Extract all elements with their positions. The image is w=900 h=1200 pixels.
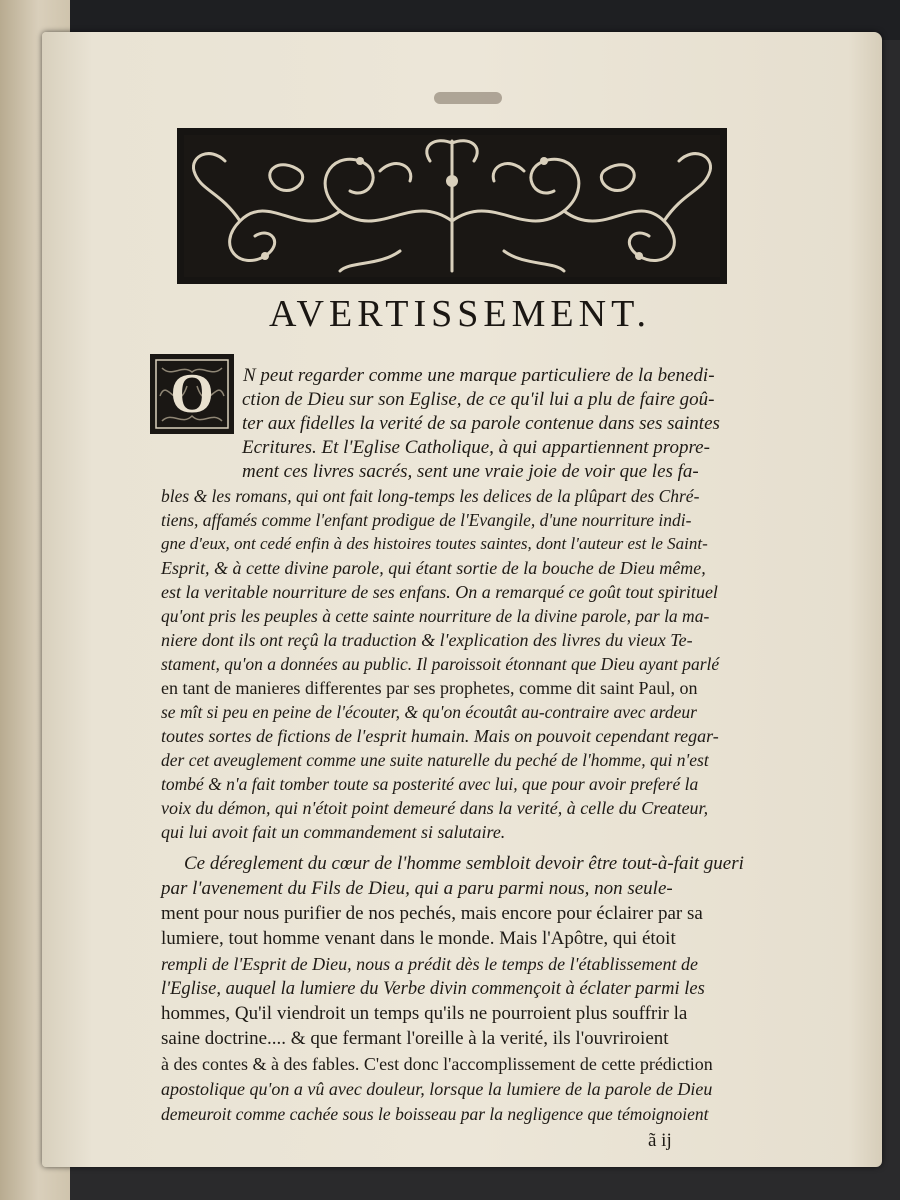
text-line: à des contes & à des fables. C'est donc l'accomplissement de cette prédiction [161, 1054, 713, 1074]
text-line: ment pour nous purifier de nos pechés, mais encore pour éclairer par sa [161, 903, 703, 924]
text-line: tiens, affamés comme l'enfant prodigue de l'Evangile, d'une nourriture indi- [161, 510, 692, 530]
text-line: qui lui avoit fait un commandement si salutaire. [161, 822, 506, 842]
text-line: l'Eglise, auquel la lumiere du Verbe divin commençoit à éclater parmi les [161, 979, 705, 999]
text-line: N peut regarder comme une marque particuliere de la benedi- [243, 365, 715, 386]
text-line: tombé & n'a fait tomber toute sa posterité avec lui, que pour avoir preferé la [161, 774, 699, 794]
text-line: est la veritable nourriture de ses enfans. On a remarqué ce goût tout spirituel [161, 582, 718, 602]
text-line: ment ces livres sacrés, sent une vraie joie de voir que les fa- [242, 461, 699, 482]
text-line: hommes, Qu'il viendroit un temps qu'ils ne pourroient plus souffrir la [161, 1003, 688, 1024]
text-line: gne d'eux, ont cedé enfin à des histoires toutes saintes, dont l'auteur est le Saint- [161, 534, 708, 553]
text-line: stament, qu'on a données au public. Il paroissoit étonnant que Dieu ayant parlé [161, 654, 720, 674]
text-line: en tant de manieres differentes par ses prophetes, comme dit saint Paul, on [161, 678, 698, 698]
ornamental-headpiece [177, 128, 727, 284]
text-line: demeuroit comme cachée sous le boisseau par la negligence que témoignoient [161, 1104, 709, 1124]
text-line: bles & les romans, qui ont fait long-temps les delices de la plûpart des Chré- [161, 486, 700, 506]
ink-stain [434, 92, 502, 104]
text-line: voix du démon, qui n'étoit point demeuré dans la verité, à celle du Createur, [161, 798, 709, 818]
text-line: niere dont ils ont reçû la traduction & l'explication des livres du vieux Te- [161, 630, 693, 650]
drop-cap-letter: O [170, 363, 214, 425]
page-heading: AVERTISSEMENT. [269, 293, 651, 335]
text-line: lumiere, tout homme venant dans le monde. Mais l'Apôtre, qui étoit [161, 928, 676, 949]
text-line: se mît si peu en peine de l'écouter, & qu'on écoutât au-contraire avec ardeur [161, 702, 697, 722]
text-line: der cet aveuglement comme une suite naturelle du peché de l'homme, qui n'est [161, 750, 709, 770]
text-line: rempli de l'Esprit de Dieu, nous a prédit dès le temps de l'établissement de [161, 954, 698, 974]
text-line: Ce déreglement du cœur de l'homme sembloit devoir être tout-à-fait gueri [184, 853, 744, 874]
text-line: ter aux fidelles la verité de sa parole contenue dans ses saintes [242, 413, 720, 434]
text-line: Esprit, & à cette divine parole, qui étant sortie de la bouche de Dieu même, [161, 558, 706, 578]
text-line: apostolique qu'on a vû avec douleur, lorsque la lumiere de la parole de Dieu [161, 1079, 713, 1099]
text-line: qu'ont pris les peuples à cette sainte nourriture de la divine parole, par la ma- [161, 606, 710, 626]
text-line: Ecritures. Et l'Eglise Catholique, à qui appartiennent propre- [242, 437, 710, 458]
text-line: par l'avenement du Fils de Dieu, qui a paru parmi nous, non seule- [161, 878, 673, 899]
text-line: toutes sortes de fictions de l'esprit humain. Mais on pouvoit cependant regar- [161, 726, 719, 746]
decorated-initial [150, 354, 234, 434]
text-line: saine doctrine.... & que fermant l'oreille à la verité, ils l'ouvriroient [161, 1028, 669, 1049]
signature-mark: ã ij [648, 1130, 672, 1151]
text-line: ction de Dieu sur son Eglise, de ce qu'il lui a plu de faire goû- [242, 389, 715, 410]
